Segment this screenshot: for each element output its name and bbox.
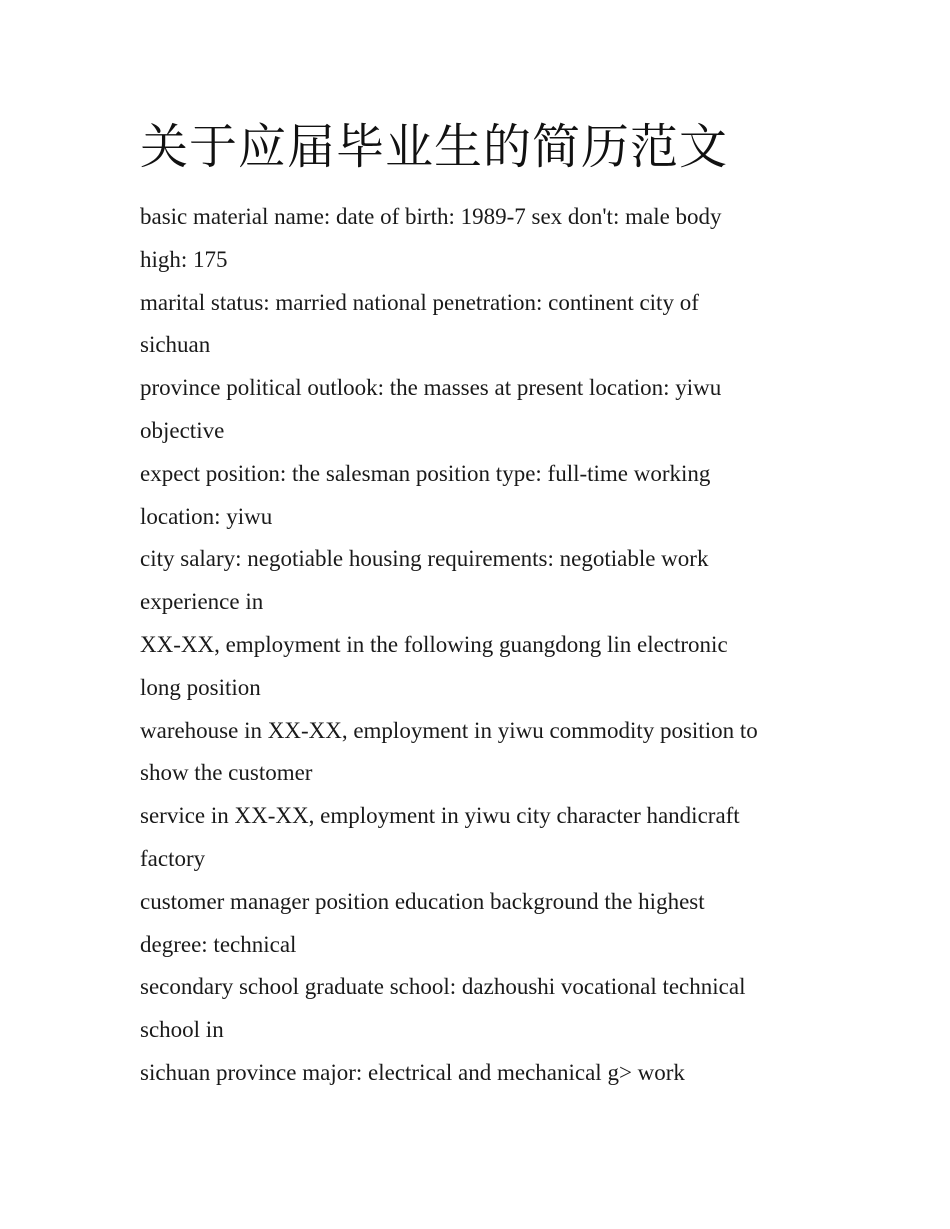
- text-line: basic material name: date of birth: 1989-7 sex don't: male body: [140, 204, 722, 229]
- text-line: high: 175: [140, 246, 228, 272]
- text-line: factory: [140, 845, 206, 871]
- text-line: marital status: married national penetration: continent city of: [140, 289, 699, 315]
- text-line: sichuan province major: electrical and mechanical g> work: [140, 1059, 685, 1085]
- text-line: secondary school graduate school: dazhoushi vocational technical: [140, 974, 746, 1000]
- text-line: location: yiwu: [140, 503, 273, 529]
- text-line: degree: technical: [140, 931, 297, 957]
- document-title: 关于应届毕业生的简历范文: [140, 119, 729, 175]
- text-line: long position: [140, 674, 261, 700]
- text-line: show the customer: [140, 760, 313, 786]
- document-body: [140, 196, 820, 1095]
- text-line: experience in: [140, 589, 264, 615]
- text-line: sichuan: [140, 332, 211, 358]
- document-page: [140, 112, 820, 1095]
- text-line: service in XX-XX, employment in yiwu city character handicraft: [140, 803, 740, 829]
- text-line: warehouse in XX-XX, employment in yiwu commodity position to: [140, 717, 758, 743]
- text-line: school in: [140, 1017, 224, 1043]
- text-line: customer manager position education background the highest: [140, 888, 705, 914]
- text-line: XX-XX, employment in the following guangdong lin electronic: [140, 631, 728, 657]
- text-line: objective: [140, 417, 225, 443]
- text-line: province political outlook: the masses at present location: yiwu: [140, 375, 722, 401]
- text-line: city salary: negotiable housing requirements: negotiable work: [140, 546, 709, 572]
- text-line: expect position: the salesman position type: full-time working: [140, 460, 711, 486]
